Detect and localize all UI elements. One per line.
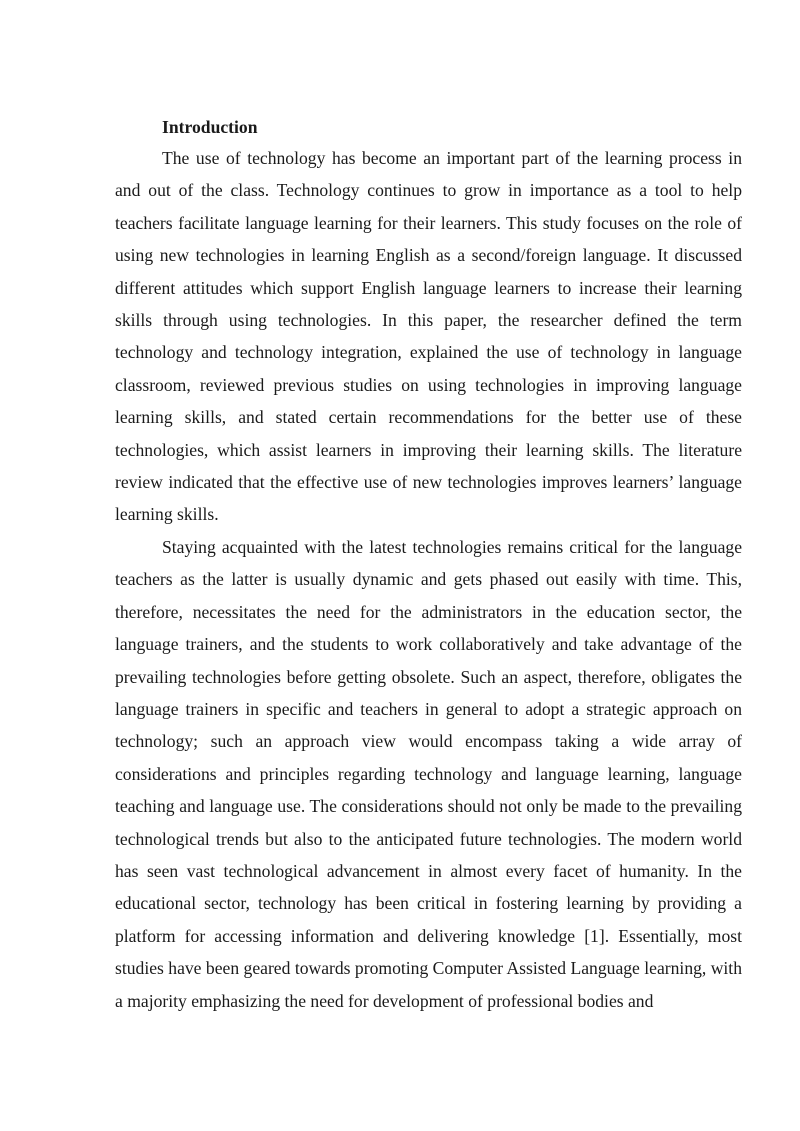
section-heading: Introduction (162, 117, 258, 137)
paragraph-1: The use of technology has become an important part of the learning process in and out of the class. Technology continues to grow in importance as a tool to help teachers facilitate language learning for their learners. This study focuses on the role of using new technologies in learning English as a second/foreign language. It discussed different attitudes which support English language learners to increase their learning skills through using technologies. In this paper, the researcher defined the term technology and technology integration, explained the use of technology in language classroom, reviewed previous studies on using technologies in improving language learning skills, and stated certain recommendations for the better use of these technologies, which assist learners in improving their learning skills. The literature review indicated that the effective use of new technologies improves learners’ language learning skills. (115, 148, 742, 525)
paragraph-2: Staying acquainted with the latest technologies remains critical for the language teachers as the latter is usually dynamic and gets phased out easily with time. This, therefore, necessitates the need for the administrators in the education sector, the language trainers, and the students to work collaboratively and take advantage of the prevailing technologies before getting obsolete. Such an aspect, therefore, obligates the language trainers in specific and teachers in general to adopt a strategic approach on technology; such an approach view would encompass taking a wide array of considerations and principles regarding technology and language learning, language teaching and language use. The considerations should not only be made to the prevailing technological trends but also to the anticipated future technologies. The modern world has seen vast technological advancement in almost every facet of humanity. In the educational sector, technology has been critical in fostering learning by providing a platform for accessing information and delivering knowledge [1]. Essentially, most studies have been geared towards promoting Computer Assisted Language learning, with a majority emphasizing the need for development of professional bodies and (115, 536, 742, 1011)
document-body (115, 112, 742, 1017)
